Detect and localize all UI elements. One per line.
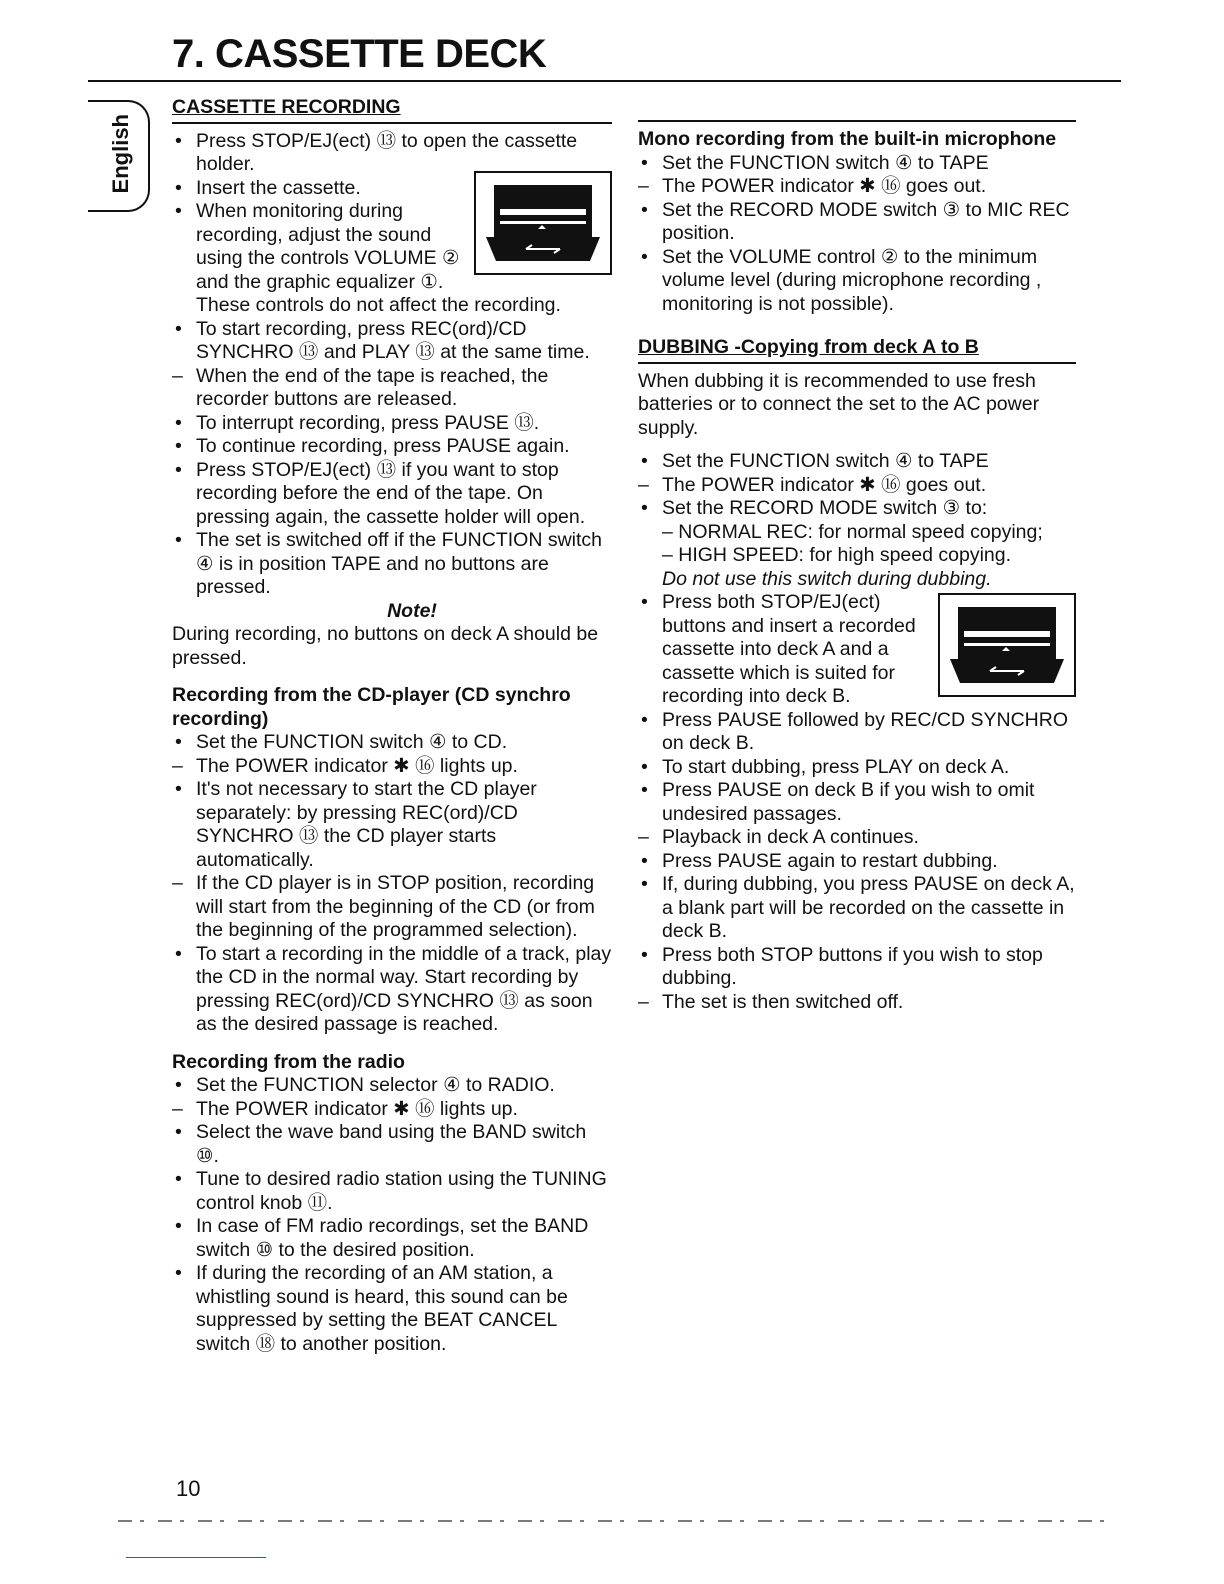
list-item: – The set is then switched off. xyxy=(638,991,1076,1015)
list-item: • Select the wave band using the BAND switch ⑩. xyxy=(172,1121,612,1168)
list-item: – Playback in deck A continues. xyxy=(638,826,1076,850)
list-item: • To continue recording, press PAUSE again. xyxy=(172,435,612,459)
list-item: • Press PAUSE followed by REC/CD SYNCHRO on deck B. xyxy=(638,709,1076,756)
list-item: • Set the FUNCTION switch ④ to TAPE xyxy=(638,152,1076,176)
title-rule xyxy=(88,80,1121,82)
list-item: • Set the RECORD MODE switch ③ to MIC REC position. xyxy=(638,199,1076,246)
list-item: • Set the RECORD MODE switch ③ to: xyxy=(638,497,1076,521)
page-title: 7. CASSETTE DECK xyxy=(172,32,547,76)
list-item: • If, during dubbing, you press PAUSE on deck A, a blank part will be recorded on the cassette in deck B. xyxy=(638,873,1076,944)
list-item: • To interrupt recording, press PAUSE ⑬. xyxy=(172,412,612,436)
list-item: • If during the recording of an AM station, a whistling sound is heard, this sound can be suppressed by setting the BEAT CANCEL switch ⑱ to another position. xyxy=(172,1262,612,1356)
mono-recording-heading: Mono recording from the built-in microphone xyxy=(638,128,1057,150)
radio-recording-heading: Recording from the radio xyxy=(172,1050,405,1073)
list-item: • Press PAUSE again to restart dubbing. xyxy=(638,850,1076,874)
dubbing-list-a xyxy=(638,450,1076,709)
footer-dashed-line xyxy=(118,1520,1118,1522)
list-item: • The set is switched off if the FUNCTION switch ④ is in position TAPE and no buttons are pressed. xyxy=(172,529,612,600)
cd-recording-heading: Recording from the CD-player (CD synchro recording) xyxy=(172,684,571,730)
list-item: – The POWER indicator ✱ ⑯ goes out. xyxy=(638,474,1076,498)
list-item: • Press STOP/EJ(ect) ⑬ to open the cassette holder. xyxy=(172,130,612,177)
list-item: – If the CD player is in STOP position, recording will start from the beginning of the CD (or from the beginning of the programmed selection). xyxy=(172,872,612,943)
cd-recording-list xyxy=(172,731,612,1037)
list-item: • Tune to desired radio station using the TUNING control knob ⑪. xyxy=(172,1168,612,1215)
list-item: Do not use this switch during dubbing. xyxy=(662,567,992,590)
dubbing-intro: When dubbing it is recommended to use fresh batteries or to connect the set to the AC power supply. xyxy=(638,369,1040,439)
page-number: 10 xyxy=(176,1476,201,1501)
list-item: – HIGH SPEED: for high speed copying. xyxy=(662,544,1012,566)
note-label: Note! xyxy=(387,599,437,622)
list-item: • Press both STOP buttons if you wish to stop dubbing. xyxy=(638,944,1076,991)
list-item-with-image xyxy=(172,177,612,201)
list-item: – The POWER indicator ✱ ⑯ lights up. xyxy=(172,755,612,779)
section-rule xyxy=(638,120,1076,122)
cassette-holder-illustration xyxy=(938,593,1076,697)
list-item: • To start recording, press REC(ord)/CD SYNCHRO ⑬ and PLAY ⑬ at the same time. xyxy=(172,318,612,365)
list-item-text: Insert the cassette. xyxy=(196,176,361,199)
dubbing-list-b xyxy=(638,709,1076,1015)
list-item: • In case of FM radio recordings, set the BAND switch ⑩ to the desired position. xyxy=(172,1215,612,1262)
footer-line xyxy=(126,1557,266,1558)
section-rule xyxy=(638,362,1076,364)
list-item-text: Press both STOP/EJ(ect) buttons and insert a recorded cassette into deck A and a cassette which is suited for recording into deck B. xyxy=(662,591,916,707)
list-item: • Set the FUNCTION selector ④ to RADIO. xyxy=(172,1074,612,1098)
list-item: • Set the FUNCTION switch ④ to CD. xyxy=(172,731,612,755)
list-item: • When monitoring during recording, adjust the sound using the controls VOLUME ② and the graphic equalizer ①. These controls do not affect the recording. xyxy=(172,200,612,318)
list-item: • To start dubbing, press PLAY on deck A. xyxy=(638,756,1076,780)
language-tab xyxy=(88,100,150,212)
right-column xyxy=(638,96,1076,1014)
list-item: • Set the VOLUME control ② to the minimum volume level (during microphone recording , monitoring is not possible). xyxy=(638,246,1076,317)
list-item: • Press STOP/EJ(ect) ⑬ if you want to stop recording before the end of the tape. On pressing again, the cassette holder will open. xyxy=(172,459,612,530)
radio-recording-list xyxy=(172,1074,612,1356)
language-tab-label: English xyxy=(108,114,133,194)
cassette-deck-icon xyxy=(950,605,1064,685)
list-item: • Set the FUNCTION switch ④ to TAPE xyxy=(638,450,1076,474)
list-item-with-image xyxy=(638,591,1076,709)
recording-list xyxy=(172,130,612,600)
note-text: During recording, no buttons on deck A should be pressed. xyxy=(172,623,599,669)
mono-recording-list xyxy=(638,152,1076,317)
list-item: – When the end of the tape is reached, the recorder buttons are released. xyxy=(172,365,612,412)
list-item: • It's not necessary to start the CD player separately: by pressing REC(ord)/CD SYNCHRO ⑬ the CD player starts automatically. xyxy=(172,778,612,872)
list-item: – The POWER indicator ✱ ⑯ lights up. xyxy=(172,1098,612,1122)
list-item: – NORMAL REC: for normal speed copying; xyxy=(662,520,1043,543)
section-title-cassette-recording: CASSETTE RECORDING xyxy=(172,96,401,118)
list-item: • Press PAUSE on deck B if you wish to omit undesired passages. xyxy=(638,779,1076,826)
section-rule xyxy=(172,122,612,124)
list-item: • To start a recording in the middle of a track, play the CD in the normal way. Start recording by pressing REC(ord)/CD SYNCHRO ⑬ as soon as the desired passage is reached. xyxy=(172,943,612,1037)
left-column xyxy=(172,96,612,1356)
section-title-dubbing: DUBBING -Copying from deck A to B xyxy=(638,336,979,358)
list-item: – The POWER indicator ✱ ⑯ goes out. xyxy=(638,175,1076,199)
